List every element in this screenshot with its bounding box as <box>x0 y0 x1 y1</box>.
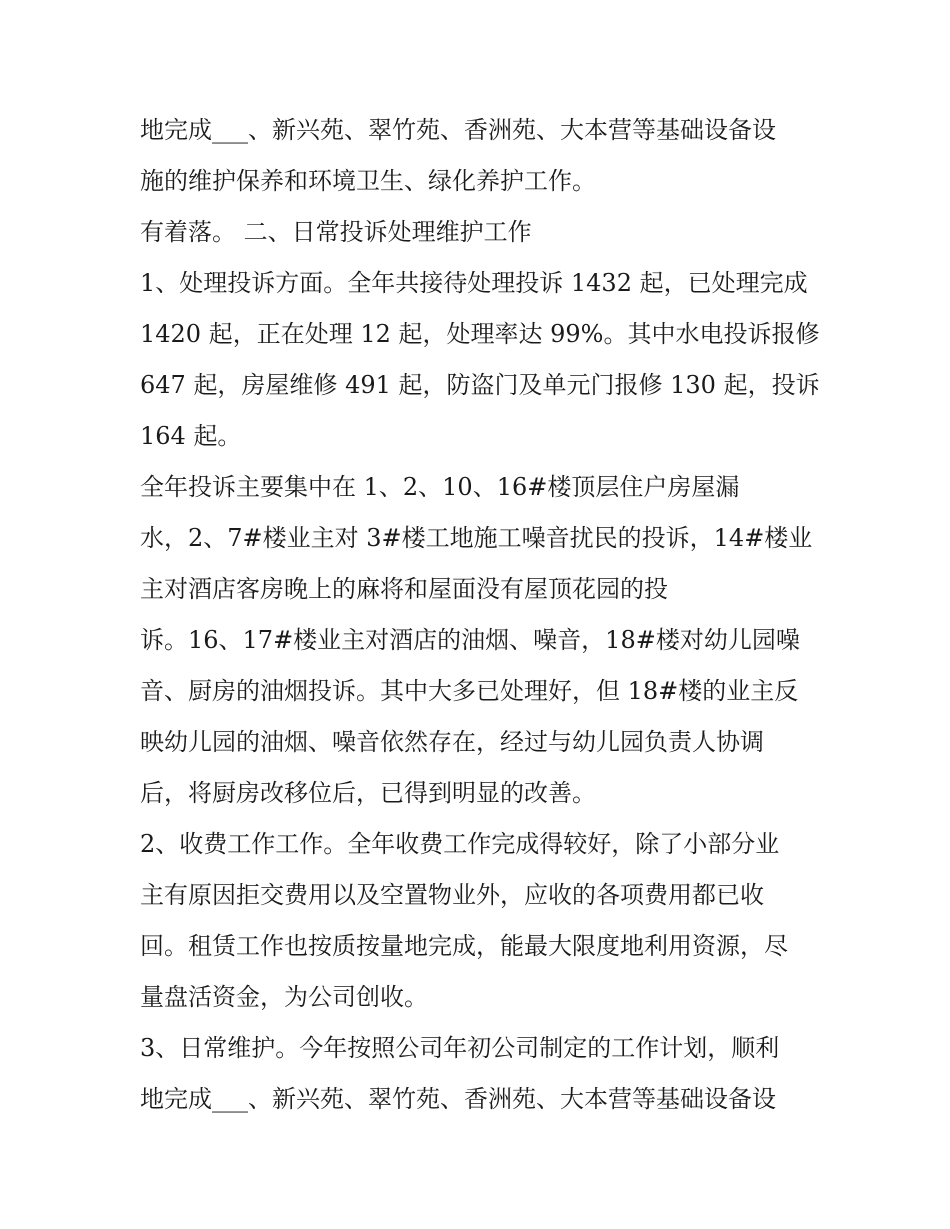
text-line: 回。租赁工作也按质按量地完成，能最大限度地利用资源，尽 <box>140 932 788 960</box>
text-line: 164 起。 <box>140 422 242 450</box>
document-body <box>140 105 830 1125</box>
text-line: 量盘活资金，为公司创收。 <box>140 983 428 1011</box>
text-line: 1420 起，正在处理 12 起，处理率达 99%。其中水电投诉报修 <box>140 320 820 348</box>
text-line: 后，将厨房改移位后，已得到明显的改善。 <box>140 779 596 807</box>
text-line: 地完成___、新兴苑、翠竹苑、香洲苑、大本营等基础设备设 <box>140 116 776 144</box>
text-line: 水，2、7#楼业主对 3#楼工地施工噪音扰民的投诉，14#楼业 <box>140 524 813 552</box>
text-line: 音、厨房的油烟投诉。其中大多已处理好，但 18#楼的业主反 <box>140 677 799 705</box>
text-line: 诉。16、17#楼业主对酒店的油烟、噪音，18#楼对幼儿园噪 <box>140 626 800 654</box>
text-line: 有着落。 二、日常投诉处理维护工作 <box>140 218 532 246</box>
text-line: 施的维护保养和环境卫生、绿化养护工作。 <box>140 167 596 195</box>
text-line: 主有原因拒交费用以及空置物业外，应收的各项费用都已收 <box>140 881 764 909</box>
text-line: 全年投诉主要集中在 1、2、10、16#楼顶层住户房屋漏 <box>140 473 740 501</box>
text-line: 主对酒店客房晚上的麻将和屋面没有屋顶花园的投 <box>140 575 668 603</box>
text-line: 647 起，房屋维修 491 起，防盗门及单元门报修 130 起，投诉 <box>140 371 820 399</box>
text-line: 2、收费工作工作。全年收费工作完成得较好，除了小部分业 <box>140 830 780 858</box>
text-line: 地完成___、新兴苑、翠竹苑、香洲苑、大本营等基础设备设 <box>140 1085 776 1113</box>
text-line: 映幼儿园的油烟、噪音依然存在，经过与幼儿园负责人协调 <box>140 728 764 756</box>
text-line: 1、处理投诉方面。全年共接待处理投诉 1432 起，已处理完成 <box>140 269 808 297</box>
text-line: 3、日常维护。今年按照公司年初公司制定的工作计划，顺利 <box>140 1034 780 1062</box>
